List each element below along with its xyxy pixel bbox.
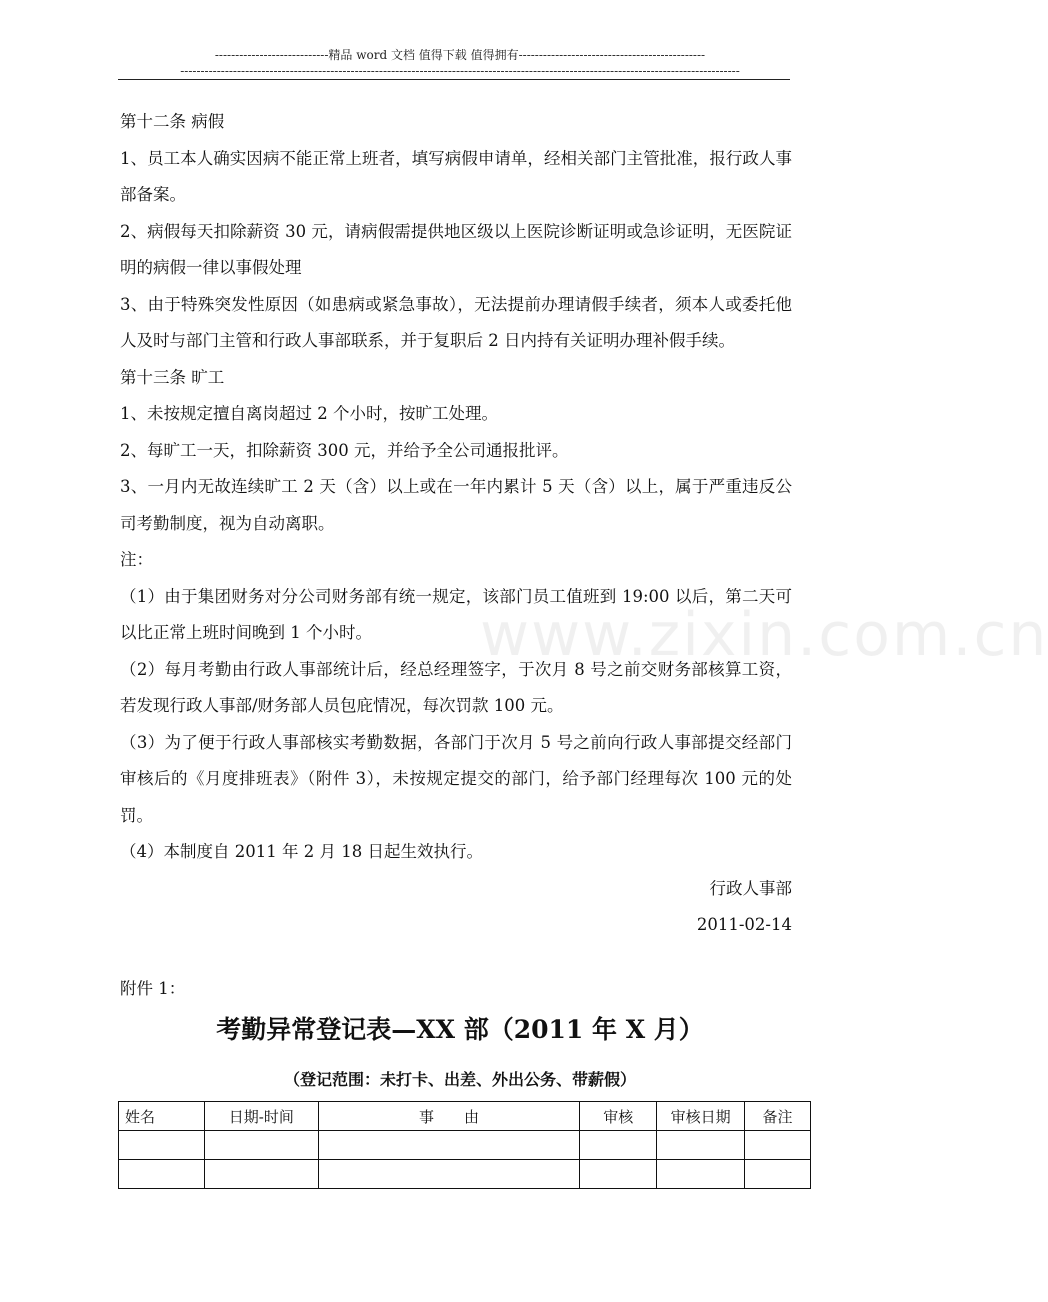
table-row xyxy=(119,1160,811,1189)
article-13-item-1: 1、未按规定擅自离岗超过 2 个小时，按旷工处理。 xyxy=(120,404,498,423)
column-header-review-date: 审核日期 xyxy=(657,1102,745,1131)
article-12-item-2: 2、病假每天扣除薪资 30 元，请病假需提供地区级以上医院诊断证明或急诊证明，无医院证明的病假一律以事假处理 xyxy=(120,221,792,277)
table-cell xyxy=(119,1131,205,1160)
table-header-row xyxy=(119,1102,811,1131)
article-12-item-3: 3、由于特殊突发性原因（如患病或紧急事故），无法提前办理请假手续者，须本人或委托他人及时与部门主管和行政人事部联系，并于复职后 2 日内持有关证明办理补假手续。 xyxy=(120,294,792,350)
table-cell xyxy=(204,1131,318,1160)
header-rule xyxy=(118,79,790,80)
article-12-heading: 第十二条 病假 xyxy=(120,112,225,131)
column-header-datetime: 日期-时间 xyxy=(204,1102,318,1131)
table-cell xyxy=(745,1131,811,1160)
article-13-heading: 第十三条 旷工 xyxy=(120,367,225,387)
watermark: www.zixin.com.cn xyxy=(480,600,1048,670)
table-cell xyxy=(657,1160,745,1189)
form-subtitle: （登记范围：未打卡、出差、外出公务、带薪假） xyxy=(283,1070,636,1089)
table-cell xyxy=(580,1131,657,1160)
table-cell xyxy=(204,1160,318,1189)
article-13-item-2: 2、每旷工一天，扣除薪资 300 元，并给予全公司通报批评。 xyxy=(120,440,569,460)
document-header-dashes: ------------------------------------------------------------------------------------------------------------------------------------------ xyxy=(180,64,740,78)
note-4: （4）本制度自 2011 年 2 月 18 日起生效执行。 xyxy=(120,842,483,861)
article-12-item-1: 1、员工本人确实因病不能正常上班者，填写病假申请单，经相关部门主管批准，报行政人事部备案。 xyxy=(120,148,792,204)
note-1: （1）由于集团财务对分公司财务部有统一规定，该部门员工值班到 19:00 以后，第二天可以比正常上班时间晚到 1 个小时。 xyxy=(120,586,792,642)
note-2: （2）每月考勤由行政人事部统计后，经总经理签字，于次月 8 号之前交财务部核算工资，若发现行政人事部/财务部人员包庇情况，每次罚款 100 元。 xyxy=(120,659,792,715)
form-title: 考勤异常登记表—XX 部（2011 年 X 月） xyxy=(216,1015,704,1044)
attachment-label: 附件 1： xyxy=(120,979,186,998)
table-cell xyxy=(318,1160,580,1189)
document-header-banner: ----------------------------精品 word 文档 值得下载 值得拥有---------------------------------------------- xyxy=(214,48,706,62)
table-cell xyxy=(318,1131,580,1160)
attendance-register-table xyxy=(118,1101,811,1189)
column-header-reason: 事 由 xyxy=(318,1102,580,1131)
document-body xyxy=(120,104,792,944)
signature-date: 2011-02-14 xyxy=(696,915,792,934)
signature-dept: 行政人事部 xyxy=(709,878,792,898)
table-cell xyxy=(119,1160,205,1189)
table-cell xyxy=(745,1160,811,1189)
table-cell xyxy=(657,1131,745,1160)
column-header-name: 姓名 xyxy=(119,1102,205,1131)
notes-heading: 注： xyxy=(120,550,153,569)
table-row xyxy=(119,1131,811,1160)
column-header-remarks: 备注 xyxy=(745,1102,811,1131)
article-13-item-3: 3、一月内无故连续旷工 2 天（含）以上或在一年内累计 5 天（含）以上，属于严重违反公司考勤制度，视为自动离职。 xyxy=(120,477,792,533)
table-cell xyxy=(580,1160,657,1189)
note-3: （3）为了便于行政人事部核实考勤数据，各部门于次月 5 号之前向行政人事部提交经部门审核后的《月度排班表》（附件 3），未按规定提交的部门，给予部门经理每次 100 元的处罚。 xyxy=(120,732,792,825)
column-header-review: 审核 xyxy=(580,1102,657,1131)
